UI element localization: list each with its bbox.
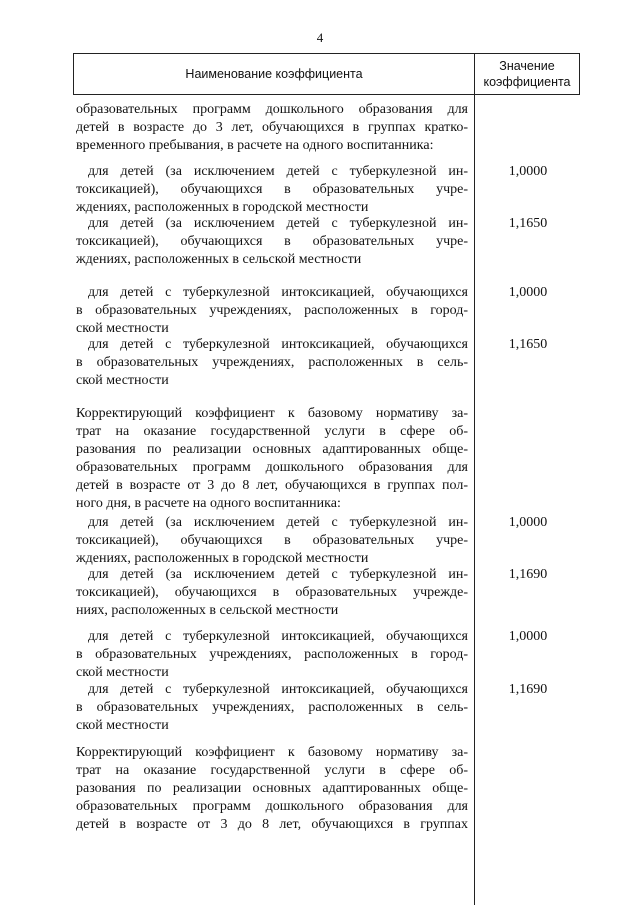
page-number: 4 — [316, 30, 324, 45]
text-line: токсикацией), обучающихся в образовательных учре- — [76, 234, 468, 249]
text-line: токсикацией), обучающихся в образовательных учре- — [76, 533, 468, 548]
text-line: для детей (за исключением детей с туберкулезной ин- — [88, 515, 468, 530]
coefficient-row — [76, 628, 468, 682]
text-line: Корректирующий коэффициент к базовому нормативу за- — [76, 745, 468, 760]
coefficient-value: 1,0000 — [508, 285, 548, 300]
text-line: для детей (за исключением детей с туберкулезной ин- — [88, 216, 468, 231]
text-line: для детей с туберкулезной интоксикацией, обучающихся — [88, 682, 468, 697]
text-line: ниях, расположенных в сельской местности — [76, 603, 339, 618]
text-line: для детей с туберкулезной интоксикацией, обучающихся — [88, 285, 468, 300]
text-line: детей в возрасте от 3 до 8 лет, обучающихся в группах — [76, 817, 468, 832]
text-line: ской местности — [76, 373, 169, 388]
text-line: трат на оказание государственной услуги в сфере об- — [76, 763, 468, 778]
text-line: ской местности — [76, 718, 169, 733]
coefficient-value: 1,1690 — [508, 682, 548, 697]
text-line: трат на оказание государственной услуги в сфере об- — [76, 424, 468, 439]
section-text — [76, 744, 468, 834]
intro-text — [76, 101, 468, 155]
text-line: в образовательных учреждениях, расположенных в город- — [76, 647, 468, 662]
text-line: детей в возрасте до 3 лет, обучающихся в группах кратко- — [76, 120, 468, 135]
coefficient-value: 1,0000 — [508, 515, 548, 530]
text-line: временного пребывания, в расчете на одного воспитанника: — [76, 138, 434, 153]
text-line: для детей (за исключением детей с туберкулезной ин- — [88, 567, 468, 582]
coefficient-value: 1,1690 — [508, 567, 548, 582]
column-header-value-line2: коэффициента — [483, 75, 571, 89]
coefficient-row — [76, 215, 468, 269]
text-line: токсикацией), обучающихся в образовательных учре- — [76, 182, 468, 197]
coefficient-value: 1,0000 — [508, 629, 548, 644]
coefficient-row — [76, 681, 468, 735]
text-line: в образовательных учреждениях, расположенных в город- — [76, 303, 468, 318]
table-header — [73, 53, 580, 95]
text-line: токсикацией), обучающихся в образовательных учрежде- — [76, 585, 468, 600]
coefficient-value: 1,1650 — [508, 337, 548, 352]
column-header-value-line1: Значение — [499, 59, 555, 73]
column-header-value — [475, 54, 579, 94]
section-text — [76, 405, 468, 513]
coefficient-row — [76, 336, 468, 390]
text-line: ской местности — [76, 321, 169, 336]
coefficient-row — [76, 163, 468, 217]
text-line: для детей с туберкулезной интоксикацией, обучающихся — [88, 629, 468, 644]
text-line: для детей с туберкулезной интоксикацией, обучающихся — [88, 337, 468, 352]
column-header-name: Наименование коэффициента — [74, 54, 475, 94]
text-line: образовательных программ дошкольного образования для — [76, 102, 468, 117]
coefficient-row — [76, 514, 468, 568]
text-line: в образовательных учреждениях, расположенных в сель- — [76, 700, 468, 715]
text-line: Корректирующий коэффициент к базовому нормативу за- — [76, 406, 468, 421]
text-line: для детей (за исключением детей с туберкулезной ин- — [88, 164, 468, 179]
text-line: ждениях, расположенных в сельской местности — [76, 252, 362, 267]
text-line: ждениях, расположенных в городской местности — [76, 200, 369, 215]
coefficient-value: 1,0000 — [508, 164, 548, 179]
coefficient-row — [76, 566, 468, 620]
coefficient-value: 1,1650 — [508, 216, 548, 231]
text-line: ждениях, расположенных в городской местности — [76, 551, 369, 566]
text-line: ного дня, в расчете на одного воспитанника: — [76, 496, 341, 511]
text-line: образовательных программ дошкольного образования для — [76, 460, 468, 475]
text-line: детей в возрасте от 3 до 8 лет, обучающихся в группах пол- — [76, 478, 468, 493]
text-line: образовательных программ дошкольного образования для — [76, 799, 468, 814]
text-line: ской местности — [76, 665, 169, 680]
text-line: разования по реализации основных адаптированных обще- — [76, 442, 468, 457]
text-line: разования по реализации основных адаптированных обще- — [76, 781, 468, 796]
coefficient-row — [76, 284, 468, 338]
column-divider — [474, 95, 475, 905]
text-line: в образовательных учреждениях, расположенных в сель- — [76, 355, 468, 370]
